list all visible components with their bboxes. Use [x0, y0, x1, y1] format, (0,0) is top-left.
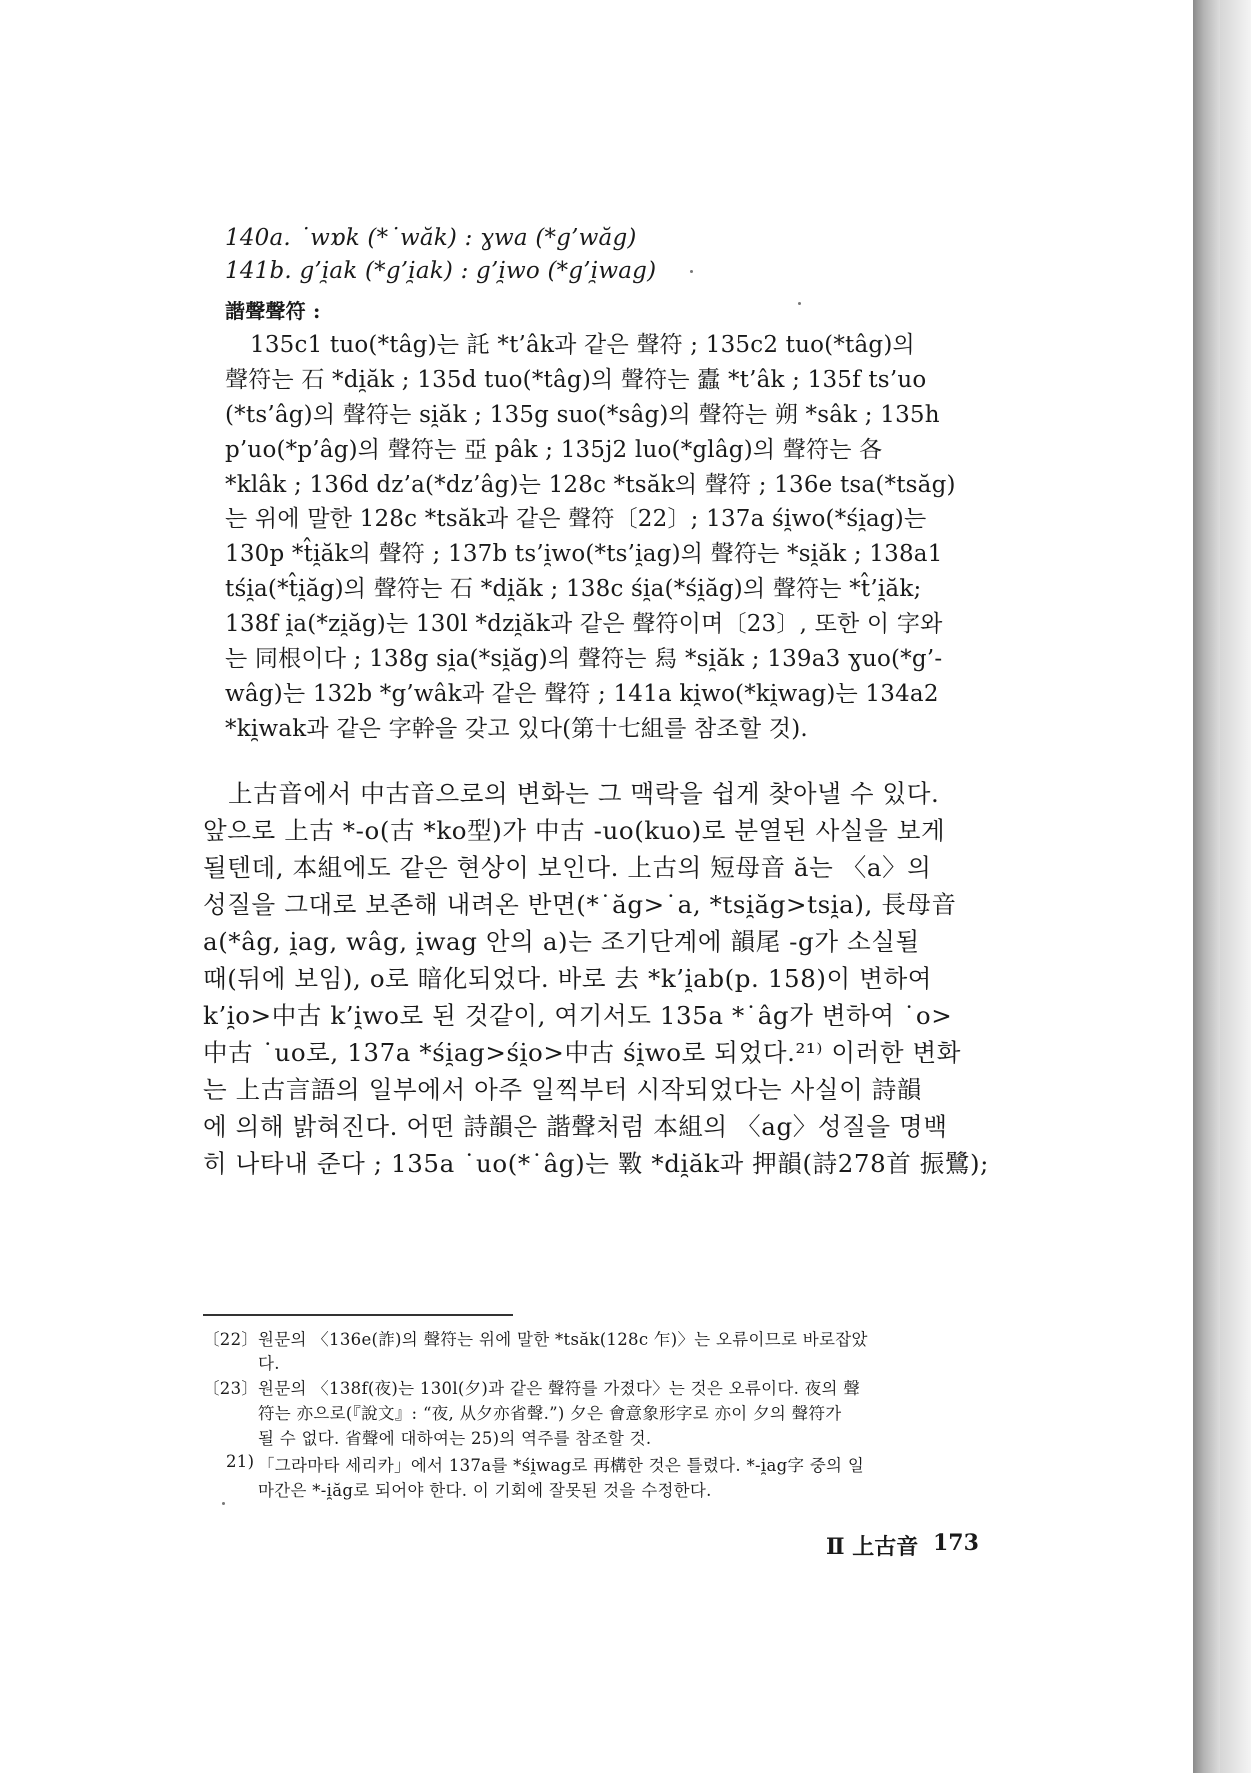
body-line: 는 上古言語의 일부에서 아주 일찍부터 시작되었다는 사실이 詩韻	[203, 1075, 922, 1104]
body-line: 앞으로 上古 *-o(古 *ko型)가 中古 -uo(kuo)로 분열된 사실을 보게	[203, 816, 946, 845]
print-speck	[690, 270, 693, 273]
page-number: 173	[933, 1530, 979, 1556]
body-line: 때(뒤에 보임), o로 暗化되었다. 바로 去 *k’i̯ab(p. 158)이 변하여	[203, 964, 933, 993]
phonetic-line: wâg)는 132b *g’wâk과 같은 聲符 ; 141a ki̯wo(*ki̯wag)는 134a2	[225, 681, 939, 707]
footnote-line: 「그라마타 세리카」에서 137a를 *śi̯wag로 再構한 것은 틀렸다. *-i̯ag字 중의 일	[258, 1456, 865, 1475]
body-line: 히 나타내 준다 ; 135a ˙uo(*˙âg)는 斁 *di̯ăk과 押韻(詩278首 振鷺);	[203, 1149, 989, 1178]
print-speck	[798, 302, 801, 305]
phonetic-line: (*ts’âg)의 聲符는 si̯ăk ; 135g suo(*sâg)의 聲符는 朔 *sâk ; 135h	[225, 402, 940, 428]
phonetic-line: 는 同根이다 ; 138g si̯a(*si̯ăg)의 聲符는 舄 *si̯ăk ; 139a3 ɣuo(*g’-	[225, 646, 943, 672]
print-speck	[222, 1502, 225, 1505]
footnote-line: 될 수 없다. 省聲에 대하여는 25)의 역주를 참조할 것.	[258, 1429, 652, 1448]
footnote-line: 원문의 〈136e(詐)의 聲符는 위에 말한 *tsăk(128c 乍)〉는 오류이므로 바로잡았	[258, 1330, 868, 1349]
body-line: 될텐데, 本組에도 같은 현상이 보인다. 上古의 短母音 ă는 〈a〉의	[203, 853, 932, 882]
page-edge-margin	[1220, 0, 1251, 1773]
footnote-mark: 〔22〕	[203, 1330, 259, 1349]
example-line-141b: 141b. g’i̯ak (*g’i̯ak) : g’i̯wo (*g’i̯wag)	[225, 258, 657, 284]
footnote-rule	[203, 1314, 513, 1316]
phonetic-line: *klâk ; 136d dz’a(*dz’âg)는 128c *tsăk의 聲符 ; 136e tsa(*tsăg)	[225, 472, 956, 498]
phonetic-line: tśi̯a(*t̂i̯ăg)의 聲符는 石 *di̯ăk ; 138c śi̯a(*śi̯ăg)의 聲符는 *t̂’i̯ăk;	[225, 576, 922, 602]
footnote-line: 符는 亦으로(『說文』: “夜, 从夕亦省聲.”) 夕은 會意象形字로 亦이 夕의 聲符가	[258, 1404, 842, 1423]
phonetic-line: 130p *t̂i̯ăk의 聲符 ; 137b ts’i̯wo(*ts’i̯ag)의 聲符는 *si̯ăk ; 138a1	[225, 541, 943, 567]
body-line: 上古音에서 中古音으로의 변화는 그 맥락을 쉽게 찾아낼 수 있다.	[228, 779, 940, 808]
phonetic-heading: 諧聲聲符 :	[225, 299, 321, 323]
footnote-mark: 21)	[226, 1452, 255, 1471]
phonetic-line: *ki̯wak과 같은 字幹을 갖고 있다(第十七組를 참조할 것).	[225, 716, 808, 742]
footnote-line: 원문의 〈138f(夜)는 130l(夕)과 같은 聲符를 가졌다〉는 것은 오류이다. 夜의 聲	[258, 1379, 861, 1398]
phonetic-line: 聲符는 石 *di̯ăk ; 135d tuo(*tâg)의 聲符는 蠹 *t’âk ; 135f ts’uo	[225, 367, 927, 393]
footnote-mark: 〔23〕	[203, 1379, 259, 1398]
footnote-line: 다.	[258, 1354, 280, 1373]
running-section: Ⅱ 上古音	[826, 1534, 919, 1560]
body-line: 성질을 그대로 보존해 내려온 반면(*˙ăg>˙a, *tsi̯ăg>tsi̯a), 長母音	[203, 890, 957, 919]
phonetic-line: p’uo(*p’âg)의 聲符는 亞 pâk ; 135j2 luo(*glâg)의 聲符는 各	[225, 437, 883, 463]
example-line-140a: 140a. ˙wɒk (*˙wăk) : ɣwa (*g’wăg)	[225, 225, 637, 251]
page-edge-shadow	[1193, 0, 1220, 1773]
body-line: k’i̯o>中古 k’i̯wo로 된 것같이, 여기서도 135a *˙âg가 변하여 ˙o>	[203, 1001, 953, 1030]
phonetic-line: 135c1 tuo(*tâg)는 託 *t’âk과 같은 聲符 ; 135c2 tuo(*tâg)의	[250, 332, 915, 358]
body-line: 中古 ˙uo로, 137a *śi̯ag>śi̯o>中古 śi̯wo로 되었다.²¹⁾ 이러한 변화	[203, 1038, 962, 1067]
body-line: 에 의해 밝혀진다. 어떤 詩韻은 諧聲처럼 本組의 〈ag〉성질을 명백	[203, 1112, 948, 1141]
phonetic-line: 는 위에 말한 128c *tsăk과 같은 聲符〔22〕; 137a śi̯wo(*śi̯ag)는	[225, 506, 927, 532]
body-line: a(*âg, i̯ag, wâg, i̯wag 안의 a)는 조기단계에 韻尾 -g가 소실될	[203, 927, 920, 956]
phonetic-line: 138f i̯a(*zi̯ăg)는 130l *dzi̯ăk과 같은 聲符이며〔23〕, 또한 이 字와	[225, 611, 943, 637]
footnote-line: 마간은 *-i̯ăg로 되어야 한다. 이 기회에 잘못된 것을 수정한다.	[258, 1481, 712, 1500]
